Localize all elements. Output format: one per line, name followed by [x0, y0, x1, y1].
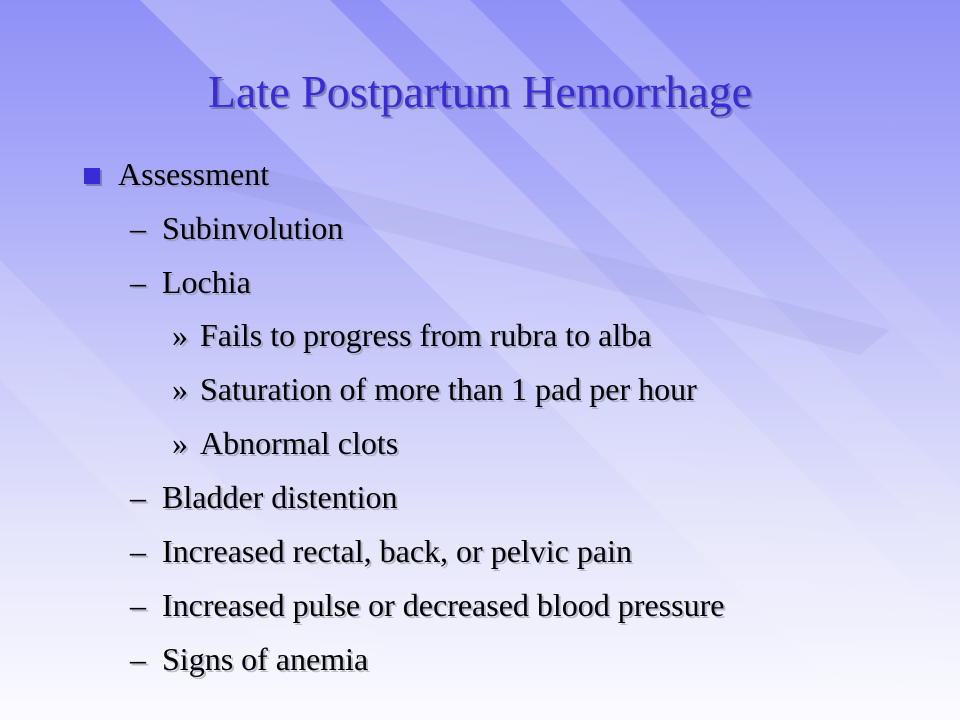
bullet-text: Increased rectal, back, or pelvic pain — [162, 533, 632, 569]
bullet-text: Lochia — [162, 264, 251, 300]
bullet-pulse-blood-pressure — [130, 585, 724, 625]
chevron-marker: » — [172, 425, 188, 461]
dash-marker: – — [130, 479, 146, 515]
chevron-marker: » — [172, 317, 188, 353]
bullet-text: Signs of anemia — [162, 641, 369, 677]
chevron-marker: » — [172, 371, 188, 407]
subbullet-saturation — [172, 369, 697, 409]
subbullet-abnormal-clots — [172, 423, 398, 463]
dash-marker: – — [130, 210, 146, 246]
dash-marker: – — [130, 533, 146, 569]
bullet-text: Subinvolution — [162, 210, 344, 246]
dash-marker: – — [130, 641, 146, 677]
bullet-text: Saturation of more than 1 pad per hour — [200, 371, 697, 407]
bullet-text: Abnormal clots — [200, 425, 399, 461]
bullet-text: Bladder distention — [162, 479, 398, 515]
square-bullet-icon — [84, 168, 100, 184]
bullet-increased-pain — [130, 531, 632, 571]
bullet-text: Increased pulse or decreased blood pressure — [162, 587, 725, 623]
bullet-text: Assessment — [118, 156, 270, 192]
dash-marker: – — [130, 587, 146, 623]
subbullet-fails-to-progress — [172, 315, 651, 355]
bullet-assessment — [118, 154, 269, 194]
bullet-subinvolution — [130, 208, 343, 248]
slide-title: Late Postpartum Hemorrhage — [207, 66, 753, 117]
bullet-lochia — [130, 262, 251, 302]
bullet-bladder-distention — [130, 477, 398, 517]
bullet-signs-of-anemia — [130, 639, 368, 679]
bullet-text: Fails to progress from rubra to alba — [200, 317, 652, 353]
dash-marker: – — [130, 264, 146, 300]
